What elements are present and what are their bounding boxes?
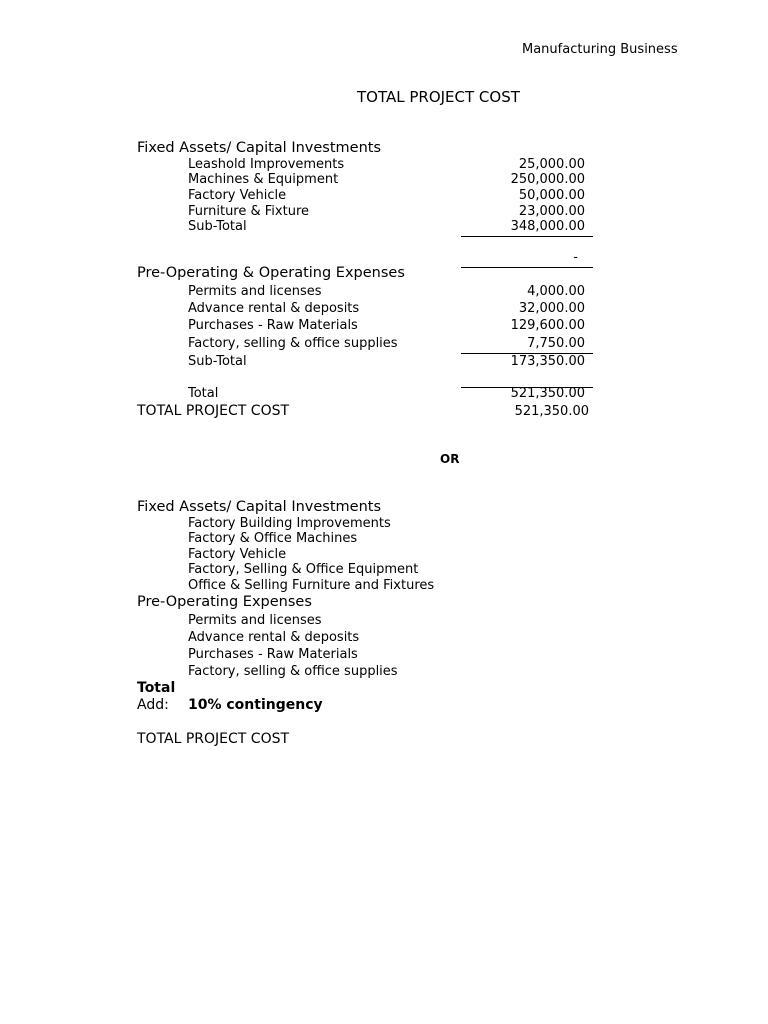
preop-item-value: 32,000.00 [518,301,585,316]
fixed-item-label: Furniture & Fixture [188,204,309,219]
fixed-subtotal-value: 348,000.00 [510,219,585,234]
preop-item-label: Permits and licenses [188,284,322,299]
section1-preop-heading: Pre-Operating & Operating Expenses [137,265,405,281]
preop-item-value: 4,000.00 [527,284,585,299]
preop-item-label: Factory, selling & office supplies [188,336,398,351]
section2-total-label: Total [137,680,176,696]
section2-fixed-assets-heading: Fixed Assets/ Capital Investments [137,499,382,515]
preop-item-value: 129,600.00 [510,318,585,333]
section2-preop-item: Purchases - Raw Materials [188,647,358,662]
section2-preop-item: Advance rental & deposits [188,630,360,645]
section2-fixed-item: Factory Building Improvements [188,516,391,531]
section2-preop-heading: Pre-Operating Expenses [137,594,312,610]
subtotal-rule [461,267,593,268]
section2-fixed-item: Office & Selling Furniture and Fixtures [188,578,435,593]
preop-subtotal-label: Sub-Total [188,354,247,369]
section1-fixed-assets-heading: Fixed Assets/ Capital Investments [137,140,382,156]
grand-total-label: TOTAL PROJECT COST [137,403,290,419]
preop-subtotal-value: 173,350.00 [510,354,585,369]
section2-contingency-label: 10% contingency [188,697,323,713]
fixed-item-value: 50,000.00 [518,188,585,203]
preop-item-label: Advance rental & deposits [188,301,360,316]
fixed-item-value: 23,000.00 [518,204,585,219]
or-separator: OR [440,452,460,466]
section2-preop-item: Permits and licenses [188,613,322,628]
fixed-item-value: 250,000.00 [510,172,585,187]
fixed-subtotal-label: Sub-Total [188,219,247,234]
subtotal-rule [461,236,593,237]
fixed-item-value: 25,000.00 [518,157,585,172]
preop-item-label: Purchases - Raw Materials [188,318,358,333]
section2-preop-item: Factory, selling & office supplies [188,664,398,679]
section2-add-label: Add: [137,697,169,713]
fixed-item-label: Factory Vehicle [188,188,287,203]
section2-fixed-item: Factory & Office Machines [188,531,358,546]
section2-fixed-item: Factory, Selling & Office Equipment [188,562,419,577]
fixed-item-label: Leashold Improvements [188,157,345,172]
preop-item-value: 7,750.00 [527,336,585,351]
dash-value: - [573,250,578,265]
total-value: 521,350.00 [510,386,585,401]
total-label: Total [188,386,219,401]
page-title: TOTAL PROJECT COST [357,88,520,106]
fixed-item-label: Machines & Equipment [188,172,339,187]
grand-total-value: 521,350.00 [514,404,589,419]
section2-grand-total-label: TOTAL PROJECT COST [137,731,290,747]
section2-fixed-item: Factory Vehicle [188,547,287,562]
header-document-type: Manufacturing Business [522,42,678,57]
